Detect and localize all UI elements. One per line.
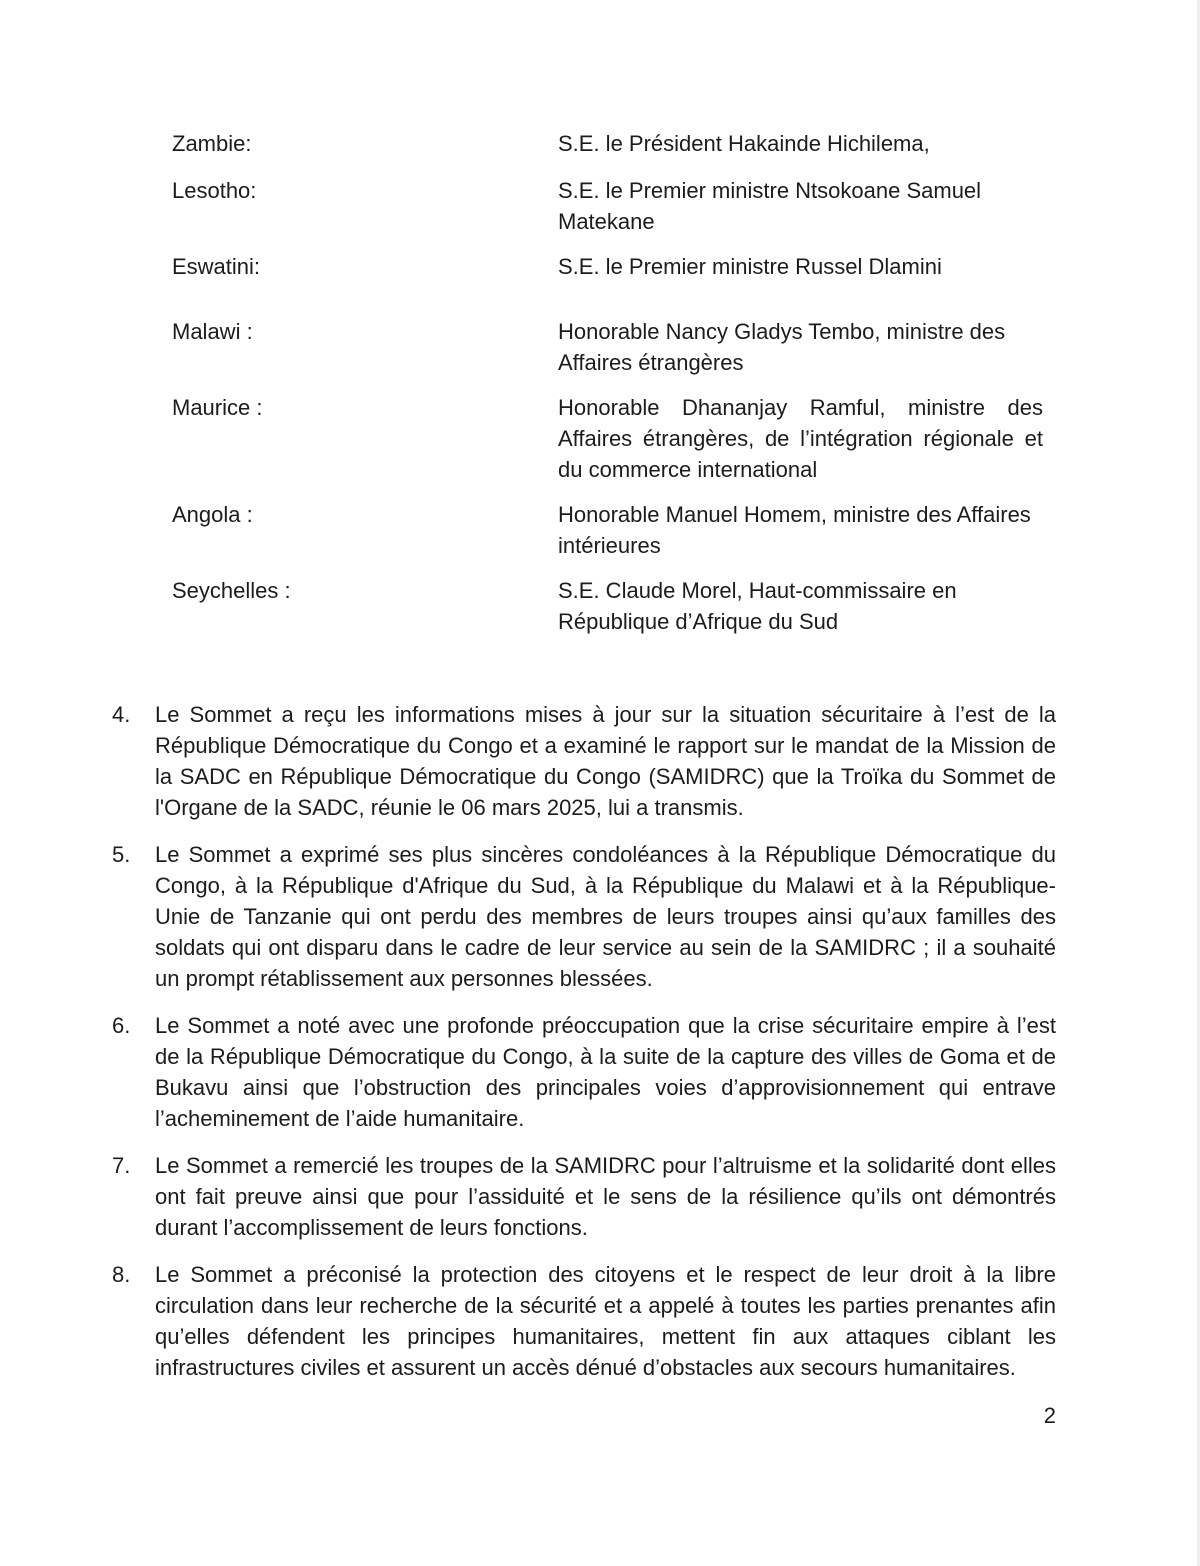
paragraph-text: Le Sommet a préconisé la protection des citoyens et le respect de leur droit à la libre circulation dans leur recherche de la sécurité et a appelé à toutes les parties prenantes afin qu’elles défendent les principes humanitaires, mettent fin aux attaques ciblant les infrastructures civiles et assurent un accès dénué d’obstacles aux secours humanitaires. xyxy=(155,1262,1056,1380)
paragraph-number: 7. xyxy=(112,1153,131,1178)
country-label: Angola : xyxy=(172,502,253,527)
delegate-row xyxy=(172,392,1058,485)
paragraph-number: 6. xyxy=(112,1013,131,1038)
country-label: Maurice : xyxy=(172,395,263,420)
country-label: Lesotho: xyxy=(172,178,257,203)
representative-name: Honorable Manuel Homem, ministre des Affaires intérieures xyxy=(558,502,1031,558)
representative-name: Honorable Nancy Gladys Tembo, ministre des Affaires étrangères xyxy=(558,319,1006,375)
paragraph-text: Le Sommet a reçu les informations mises à jour sur la situation sécuritaire à l’est de la République Démocratique du Congo et a examiné le rapport sur le mandat de la Mission de la SADC en République Démocratique du Congo (SAMIDRC) que la Troïka du Sommet de l'Organe de la SADC, réunie le 06 mars 2025, lui a transmis. xyxy=(155,702,1056,820)
paragraph-number: 5. xyxy=(112,842,131,867)
representative-name: S.E. le Premier ministre Russel Dlamini xyxy=(558,254,942,279)
country-label: Eswatini: xyxy=(172,254,261,279)
delegates-list xyxy=(172,128,1058,651)
paragraph-text: Le Sommet a exprimé ses plus sincères condoléances à la République Démocratique du Congo, à la République d'Afrique du Sud, à la République du Malawi et à la République-Unie de Tanzanie qui ont perdu des membres de leurs troupes ainsi qu’aux familles des soldats qui ont disparu dans le cadre de leur service au sein de la SAMIDRC ; il a souhaité un prompt rétablissement aux personnes blessées. xyxy=(155,842,1056,991)
representative-name: S.E. le Président Hakainde Hichilema, xyxy=(558,131,930,156)
country-label: Zambie: xyxy=(172,131,252,156)
delegate-row xyxy=(172,316,1058,378)
delegate-row xyxy=(172,251,1058,282)
representative-name: S.E. le Premier ministre Ntsokoane Samuel Matekane xyxy=(558,178,982,234)
numbered-paragraph xyxy=(112,1259,1056,1383)
numbered-paragraph xyxy=(112,1010,1056,1134)
delegate-row xyxy=(172,575,1058,637)
representative-name: Honorable Dhananjay Ramful, ministre des Affaires étrangères, de l’intégration régionale et du commerce international xyxy=(558,395,1043,482)
numbered-paragraph xyxy=(112,699,1056,823)
delegate-row xyxy=(172,175,1058,237)
country-label: Seychelles : xyxy=(172,578,291,603)
summit-paragraphs xyxy=(112,699,1056,1399)
page-number: 2 xyxy=(1043,1403,1056,1428)
numbered-paragraph xyxy=(112,1150,1056,1243)
paragraph-number: 8. xyxy=(112,1262,131,1287)
representative-name: S.E. Claude Morel, Haut-commissaire en République d’Afrique du Sud xyxy=(558,578,957,634)
paragraph-text: Le Sommet a remercié les troupes de la SAMIDRC pour l’altruisme et la solidarité dont elles ont fait preuve ainsi que pour l’assiduité et le sens de la résilience qu’ils ont démontrés durant l’accomplissement de leurs fonctions. xyxy=(155,1153,1056,1240)
paragraph-text: Le Sommet a noté avec une profonde préoccupation que la crise sécuritaire empire à l’est de la République Démocratique du Congo, à la suite de la capture des villes de Goma et de Bukavu ainsi que l’obstruction des principales voies d’approvisionnement qui entrave l’acheminement de l’aide humanitaire. xyxy=(155,1013,1056,1131)
paragraph-number: 4. xyxy=(112,702,131,727)
delegate-row xyxy=(172,128,1058,159)
delegate-row xyxy=(172,499,1058,561)
numbered-paragraph xyxy=(112,839,1056,994)
country-label: Malawi : xyxy=(172,319,253,344)
